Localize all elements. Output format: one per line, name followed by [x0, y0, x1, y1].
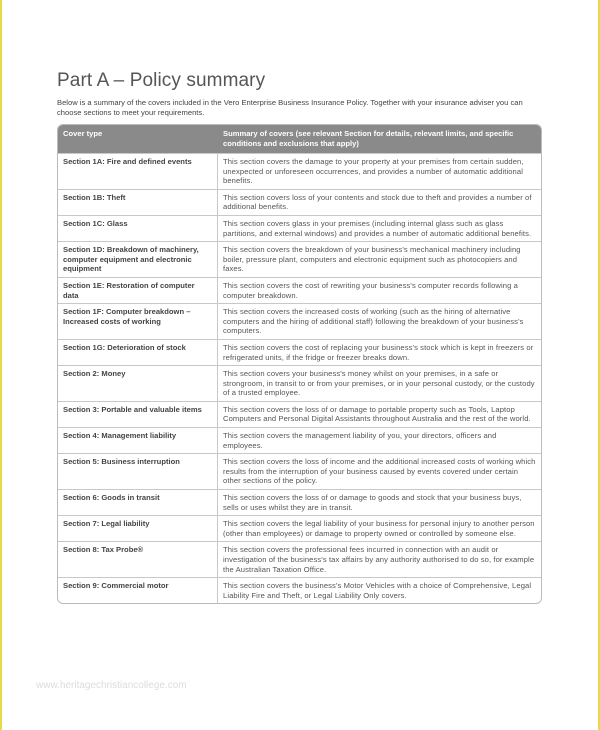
cover-summary-cell: This section covers the loss of or damage to portable property such as Tools, Laptop Computers and Personal Digital Assistants throughout Australia and the rest of the world.: [218, 401, 541, 427]
cover-summary-cell: This section covers the loss of or damage to goods and stock that your business buys, sells or uses whilst they are in transit.: [218, 489, 541, 515]
table-row: [58, 489, 541, 515]
table-row: [58, 277, 541, 303]
cover-summary-cell: This section covers the legal liability of your business for personal injury to another person (other than employees) or damage to property owned or controlled by someone else.: [218, 515, 541, 541]
cover-summary-cell: This section covers the damage to your property at your premises from certain sudden, unexpected or unforeseen occurrences, and provides a number of automatic additional benefits.: [218, 153, 541, 189]
table-row: [58, 153, 541, 189]
cover-type-cell: Section 1D: Breakdown of machinery, computer equipment and electronic equipment: [58, 241, 218, 277]
cover-type-cell: Section 1E: Restoration of computer data: [58, 277, 218, 303]
cover-type-cell: Section 1B: Theft: [58, 189, 218, 215]
table-row: [58, 189, 541, 215]
cover-type-cell: Section 8: Tax Probe®: [58, 541, 218, 577]
table-row: [58, 365, 541, 401]
cover-type-cell: Section 1G: Deterioration of stock: [58, 339, 218, 365]
cover-type-cell: Section 6: Goods in transit: [58, 489, 218, 515]
cover-summary-cell: This section covers the cost of replacing your business's stock which is kept in freezers or refrigerated units, if the fridge or freezer breaks down.: [218, 339, 541, 365]
cover-type-cell: Section 7: Legal liability: [58, 515, 218, 541]
table-row: [58, 577, 541, 603]
cover-type-cell: Section 1C: Glass: [58, 215, 218, 241]
table-row: [58, 215, 541, 241]
policy-summary-table: [57, 124, 542, 604]
cover-type-cell: Section 1F: Computer breakdown – Increased costs of working: [58, 303, 218, 339]
cover-summary-cell: This section covers your business's money whilst on your premises, in a safe or strongroom, in transit to or from your premises, or in your personal custody, or the custody of a trusted employee.: [218, 365, 541, 401]
cover-summary-cell: This section covers glass in your premises (including internal glass such as glass partitions, and external windows) and provides a number of automatic additional benefits.: [218, 215, 541, 241]
cover-summary-cell: This section covers the loss of income and the additional increased costs of working which results from the interruption of your business caused by events covered under certain other sections of the policy.: [218, 453, 541, 489]
table-row: [58, 453, 541, 489]
table-row: [58, 515, 541, 541]
page-title: Part A – Policy summary: [57, 70, 266, 91]
table-row: [58, 541, 541, 577]
cover-type-cell: Section 3: Portable and valuable items: [58, 401, 218, 427]
cover-summary-cell: This section covers the professional fees incurred in connection with an audit or investigation of the business's tax affairs by any authority authorised to do so, for example the Australian Taxation Office.: [218, 541, 541, 577]
cover-type-cell: Section 5: Business interruption: [58, 453, 218, 489]
cover-type-cell: Section 4: Management liability: [58, 427, 218, 453]
cover-type-cell: Section 9: Commercial motor: [58, 577, 218, 603]
table-row: [58, 427, 541, 453]
cover-summary-cell: This section covers the cost of rewriting your business's computer records following a computer breakdown.: [218, 277, 541, 303]
cover-summary-cell: This section covers the business's Motor Vehicles with a choice of Comprehensive, Legal Liability Fire and Theft, or Legal Liability Only covers.: [218, 577, 541, 603]
table-row: [58, 401, 541, 427]
table-header-row: [58, 125, 541, 153]
header-summary: Summary of covers (see relevant Section for details, relevant limits, and specific conditions and exclusions that apply): [218, 125, 541, 153]
cover-summary-cell: This section covers loss of your contents and stock due to theft and provides a number of additional benefits.: [218, 189, 541, 215]
table-row: [58, 339, 541, 365]
table-row: [58, 241, 541, 277]
cover-type-cell: Section 2: Money: [58, 365, 218, 401]
cover-summary-cell: This section covers the breakdown of your business's mechanical machinery including boiler, pressure plant, computers and electronic equipment such as photocopiers and faxes.: [218, 241, 541, 277]
cover-summary-cell: This section covers the management liability of you, your directors, officers and employees.: [218, 427, 541, 453]
document-page: [57, 70, 540, 604]
table-row: [58, 303, 541, 339]
watermark-text: www.heritagechristiancollege.com: [36, 680, 187, 691]
cover-type-cell: Section 1A: Fire and defined events: [58, 153, 218, 189]
intro-paragraph: Below is a summary of the covers included in the Vero Enterprise Business Insurance Policy. Together with your insurance adviser you can choose sections to meet your requirements.: [57, 98, 523, 117]
header-cover-type: Cover type: [58, 125, 218, 153]
cover-summary-cell: This section covers the increased costs of working (such as the hiring of alternative computers and the hiring of additional staff) following the breakdown of your business's computers.: [218, 303, 541, 339]
